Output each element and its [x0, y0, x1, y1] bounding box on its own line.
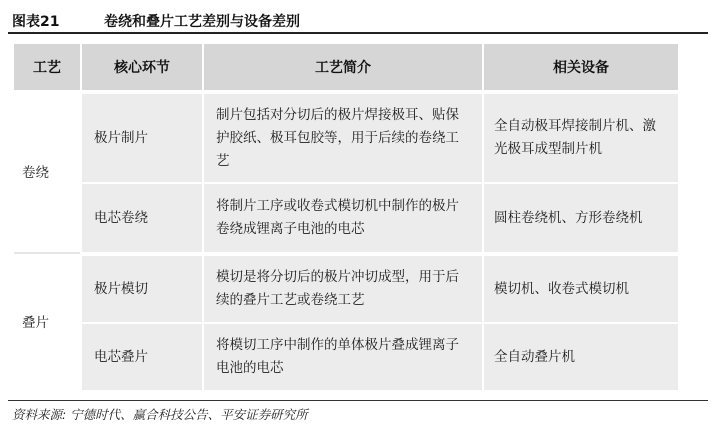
description-line: 制片包括对分切后的极片焊接极耳、贴保	[216, 106, 459, 123]
description-line: 艺	[216, 152, 230, 169]
description-cell	[204, 94, 482, 182]
description-cell	[204, 324, 482, 390]
equipment-line: 全自动叠片机	[494, 348, 575, 365]
description-line: 模切是将分切后的极片冲切成型，用于后	[216, 269, 459, 285]
header-core-step: 核心环节	[82, 44, 202, 90]
equipment-line: 全自动极耳焊接制片机、激	[494, 118, 656, 134]
description-cell	[204, 184, 482, 252]
source-note: 资料来源: 宁德时代、赢合科技公告、平安证券研究所	[12, 407, 308, 422]
equipment-line: 模切机、收卷式模切机	[494, 280, 629, 297]
equipment-cell	[484, 184, 678, 252]
figure-title-bar	[8, 4, 708, 34]
core-step-cell: 电芯叠片	[82, 324, 202, 390]
equipment-line: 光极耳成型制片机	[494, 141, 602, 157]
description-cell	[204, 256, 482, 322]
description-line: 续的叠片工艺或卷绕工艺	[216, 292, 365, 308]
figure-title: 卷绕和叠片工艺差别与设备差别	[104, 14, 300, 30]
header-equipment: 相关设备	[484, 44, 678, 90]
equipment-cell	[484, 256, 678, 322]
group-divider	[14, 252, 80, 254]
description-line: 将制片工序或收卷式模切机中制作的极片	[216, 198, 459, 214]
description-line: 电池的电芯	[216, 360, 284, 376]
core-step-cell: 极片制片	[82, 94, 202, 182]
figure-label: 图表21	[12, 14, 60, 30]
equipment-cell	[484, 324, 678, 390]
description-line: 护胶纸、极耳包胶等，用于后续的卷绕工	[216, 129, 459, 146]
description-line: 将模切工序中制作的单体极片叠成锂离子	[216, 337, 459, 353]
process-comparison-table	[14, 44, 678, 392]
core-step-cell: 极片模切	[82, 256, 202, 322]
footer-rule	[8, 400, 708, 401]
description-line: 卷绕成锂离子电池的电芯	[216, 221, 365, 237]
group-cell: 叠片	[14, 256, 80, 390]
group-cell: 卷绕	[14, 94, 80, 252]
header-description: 工艺简介	[204, 44, 482, 90]
equipment-cell	[484, 94, 678, 182]
equipment-line: 圆柱卷绕机、方形卷绕机	[494, 209, 643, 226]
header-process: 工艺	[14, 44, 80, 90]
core-step-cell: 电芯卷绕	[82, 184, 202, 252]
